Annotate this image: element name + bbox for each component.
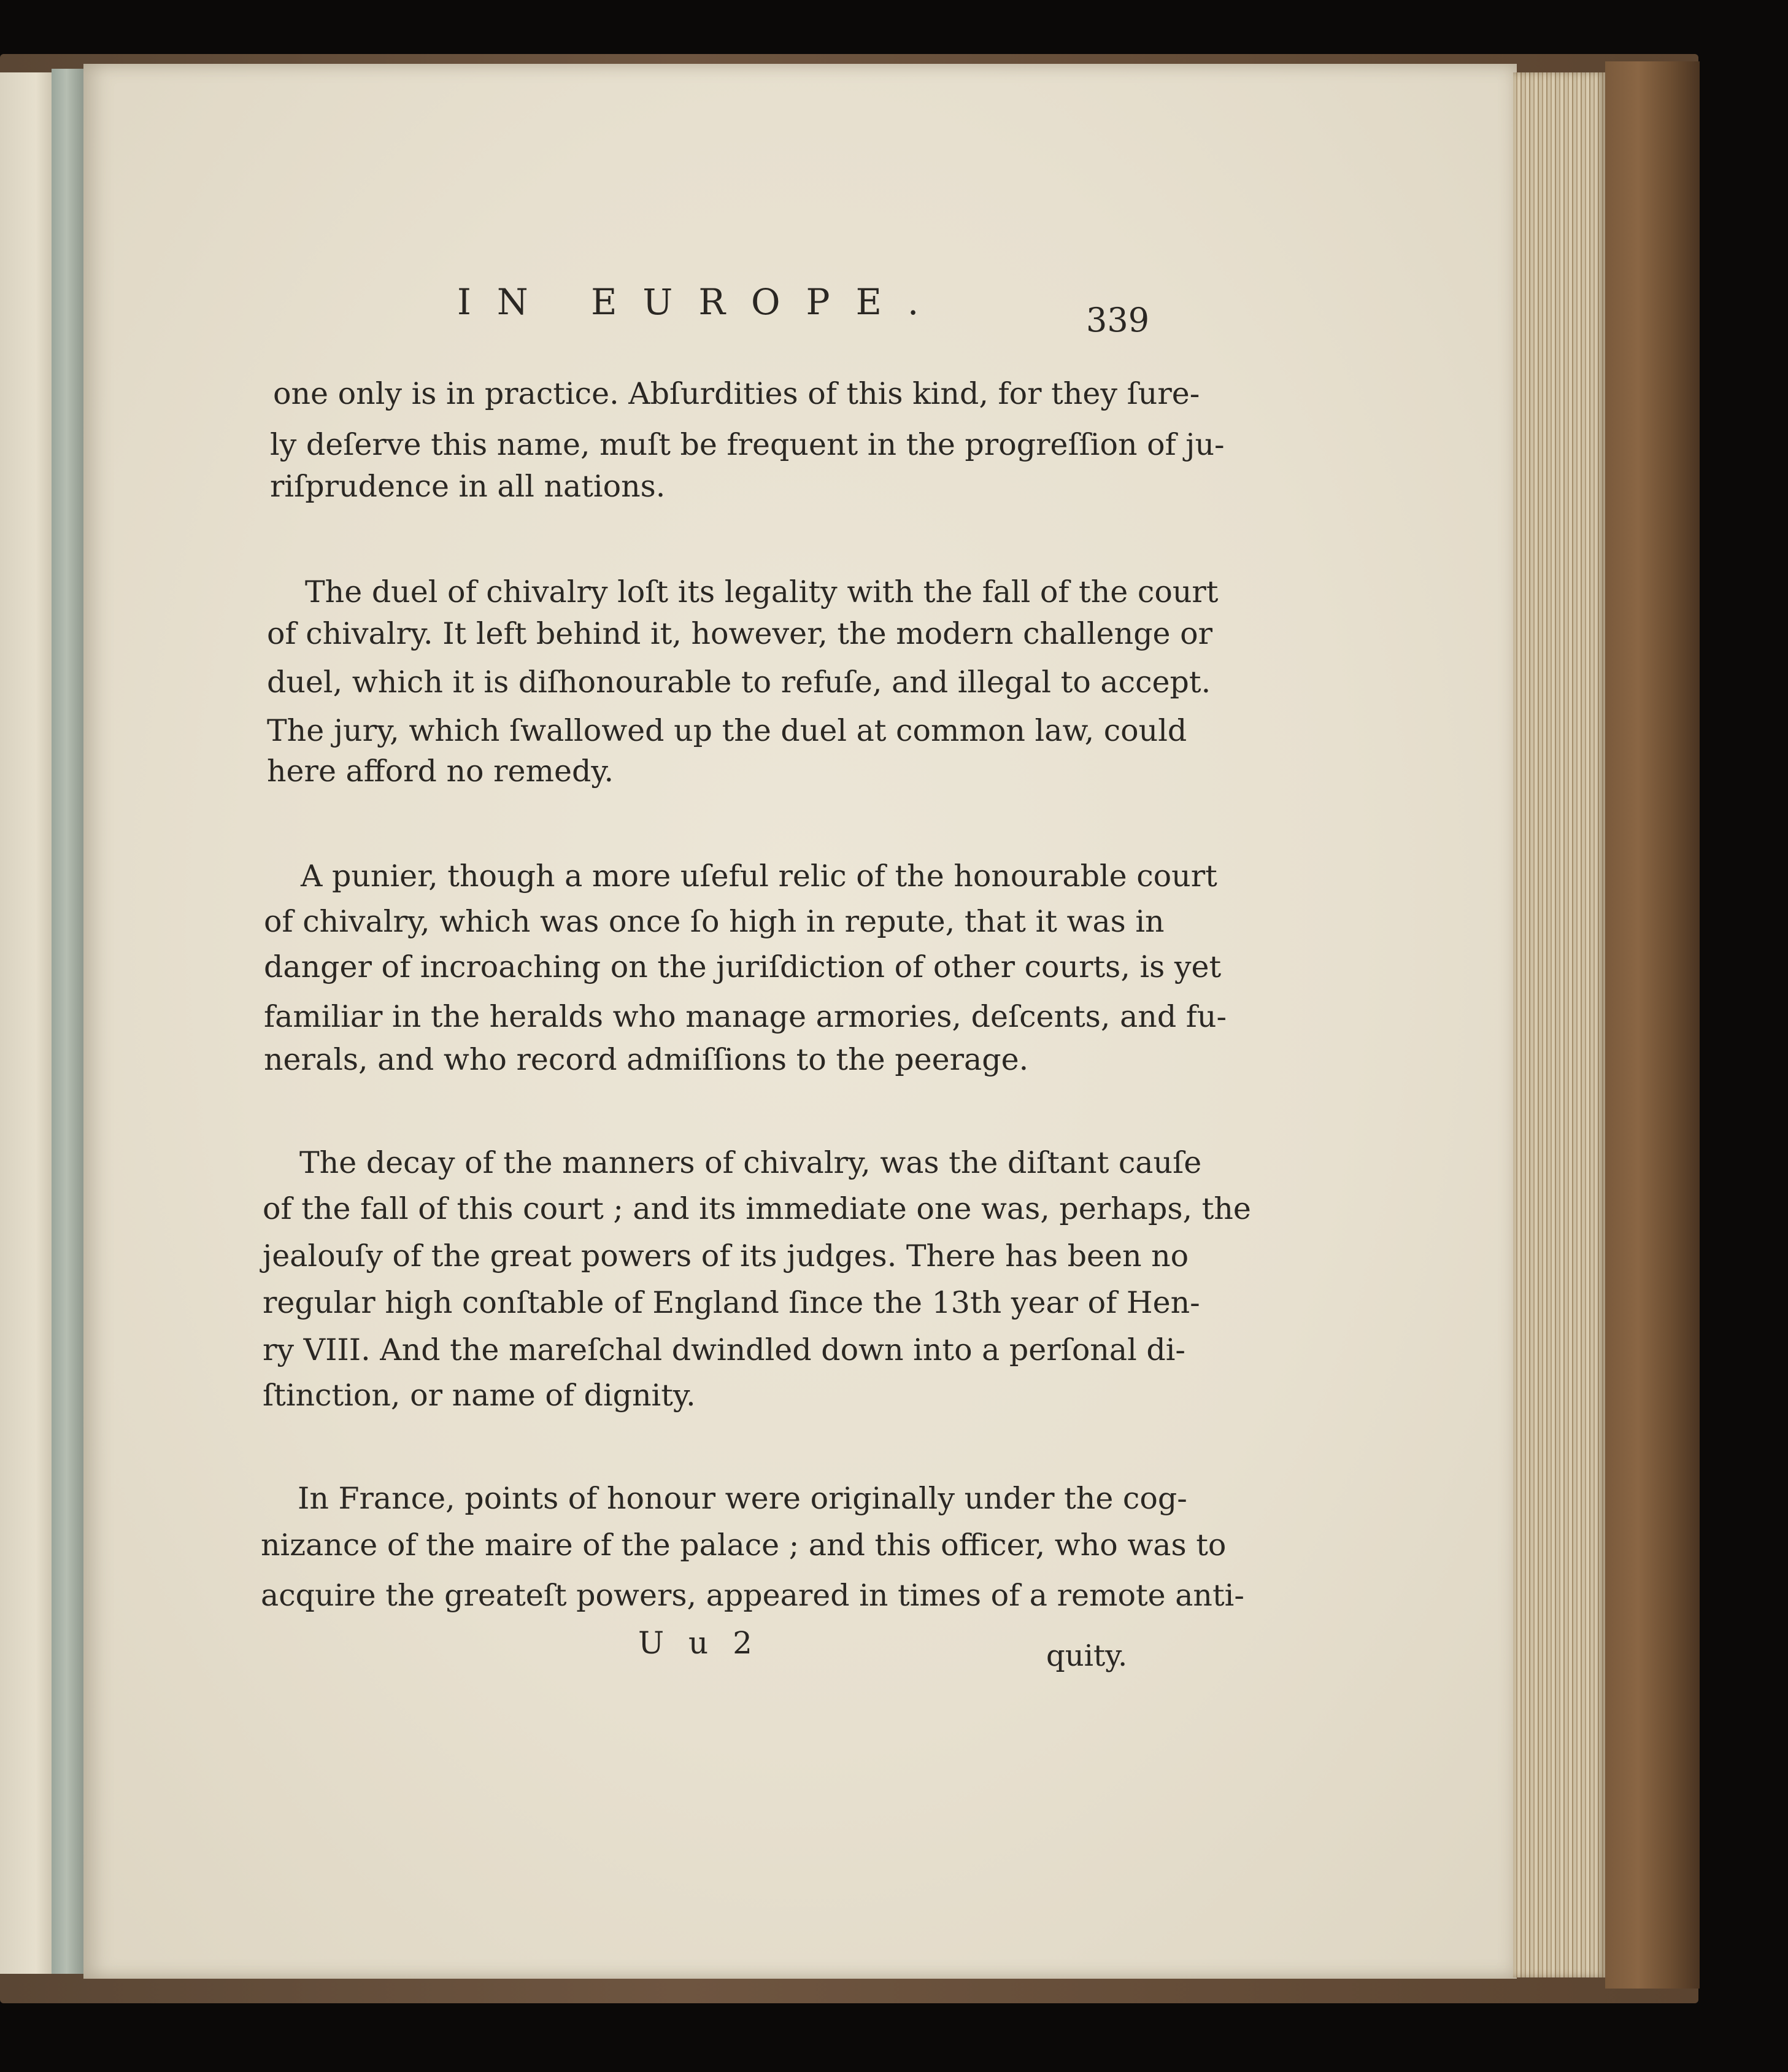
facing-page-edge	[0, 72, 52, 1974]
text-line: nizance of the maire of the palace ; and this officer, who was to	[261, 1528, 1227, 1563]
text-line: duel, which it is diſhonourable to refuſe, and illegal to accept.	[267, 665, 1211, 700]
text-line: danger of incroaching on the juriſdiction of other courts, is yet	[264, 949, 1222, 984]
text-line: ly deſerve this name, muſt be frequent in the progreſſion of ju-	[270, 427, 1225, 462]
text-line: of the fall of this court ; and its immediate one was, perhaps, the	[263, 1191, 1251, 1226]
text-line: ſtinction, or name of dignity.	[263, 1378, 696, 1413]
text-line: A punier, though a more uſeful relic of the honourable court	[301, 859, 1217, 894]
text-line: The duel of chivalry loſt its legality with the fall of the court	[305, 574, 1219, 609]
text-line: here afford no remedy.	[267, 754, 614, 789]
text-line: The jury, which ſwallowed up the duel at common law, could	[267, 713, 1187, 748]
gutter-endpaper	[52, 69, 85, 1974]
text-line: nerals, and who record admiſſions to the peerage.	[264, 1042, 1029, 1077]
text-line: In France, points of honour were originally under the cog-	[298, 1481, 1187, 1516]
running-head: IN EUROPE.	[457, 281, 945, 323]
text-line: of chivalry, which was once ſo high in repute, that it was in	[264, 904, 1165, 939]
text-line: of chivalry. It left behind it, however, the modern challenge or	[267, 616, 1213, 651]
text-line: ry VIII. And the mareſchal dwindled down into a perſonal di-	[263, 1332, 1185, 1367]
text-line: riſprudence in all nations.	[270, 469, 666, 504]
text-line: one only is in practice. Abſurdities of this kind, for they ſure-	[273, 376, 1200, 411]
page-number: 339	[1086, 301, 1150, 339]
text-line: familiar in the heralds who manage armories, deſcents, and fu-	[264, 999, 1227, 1034]
text-line: jealouſy of the great powers of its judges. There has been no	[263, 1239, 1189, 1274]
page-fore-edge	[1513, 72, 1605, 1977]
text-line: regular high conſtable of England ſince the 13th year of Hen-	[263, 1285, 1200, 1320]
catchword: quity.	[1046, 1639, 1128, 1673]
signature-mark: U u 2	[638, 1625, 760, 1661]
text-line: The decay of the manners of chivalry, was the diſtant cauſe	[299, 1145, 1202, 1180]
text-line: acquire the greateſt powers, appeared in times of a remote anti-	[261, 1578, 1244, 1613]
cover-board-right	[1605, 61, 1700, 1989]
